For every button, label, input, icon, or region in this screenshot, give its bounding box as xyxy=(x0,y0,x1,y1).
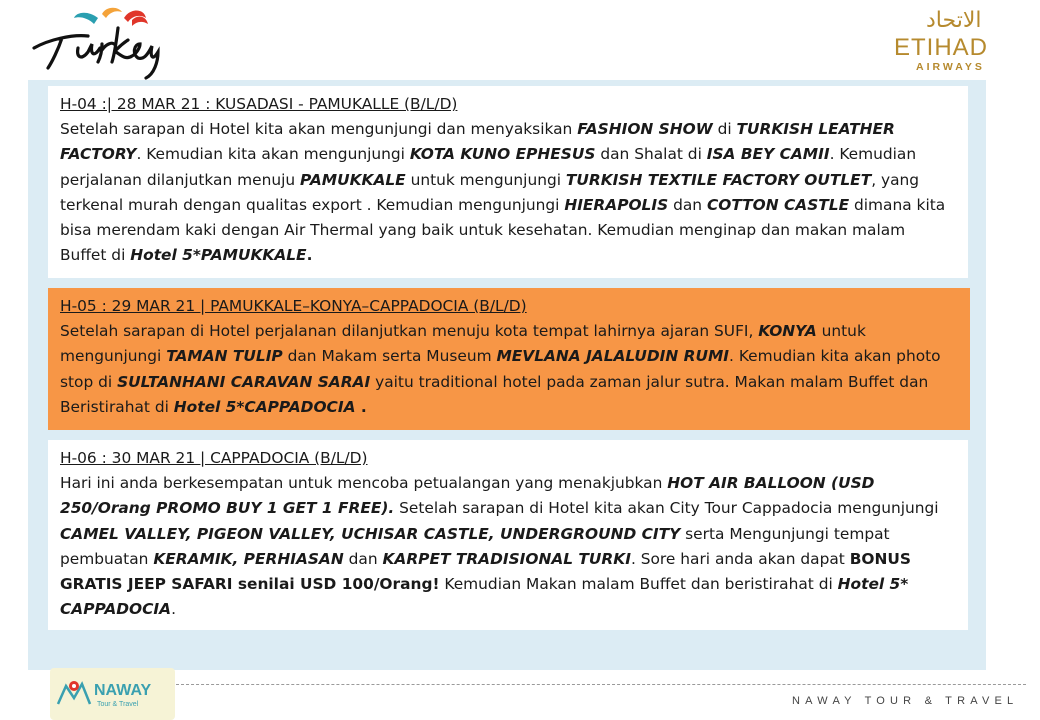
text-span: . Sore hari anda akan dapat xyxy=(630,549,850,568)
text-span: Kemudian Makan malam Buffet dan beristirahat di xyxy=(439,575,838,594)
text-span: . xyxy=(355,397,367,416)
day-h05-box xyxy=(48,288,970,430)
highlight-span: KONYA xyxy=(758,322,817,341)
highlight-span: HIERAPOLIS xyxy=(564,195,669,214)
highlight-span: SULTANHANI CARAVAN SARAI xyxy=(117,372,371,391)
highlight-span: TURKISH TEXTILE FACTORY OUTLET xyxy=(565,170,872,189)
etihad-name: ETIHAD xyxy=(894,34,989,61)
text-span: , yang terkenal murah dengan qualitas export . Kemudian mengunjungi xyxy=(60,170,920,214)
highlight-span: MEVLANA JALALUDIN RUMI xyxy=(496,347,730,366)
text-span: dan Makam serta Museum xyxy=(282,347,497,366)
highlight-span: PAMUKKALE xyxy=(300,170,406,189)
highlight-span: TAMAN TULIP xyxy=(166,347,283,366)
etihad-logo xyxy=(888,8,1018,72)
text-span: Setelah sarapan di Hotel kita akan mengunjungi dan menyaksikan xyxy=(60,120,578,139)
naway-brand: NAWAY xyxy=(94,682,152,699)
text-span: . xyxy=(171,600,176,619)
text-span: . Kemudian perjalanan dilanjutkan menuju xyxy=(60,145,917,189)
day-h05-title: H-05 : 29 MAR 21 | PAMUKKALE–KONYA–CAPPADOCIA (B/L/D) xyxy=(60,297,527,315)
day-h06-description xyxy=(60,471,956,622)
footer-tagline: NAWAY TOUR & TRAVEL xyxy=(792,695,1019,707)
footer-divider xyxy=(176,684,1026,685)
text-span: yaitu traditional hotel pada zaman jalur sutra. Makan malam Buffet dan Beristirahat di xyxy=(60,372,929,416)
highlight-span: KARPET TRADISIONAL TURKI xyxy=(382,549,631,568)
map-pin-icon xyxy=(54,674,94,714)
text-span: dimana kita bisa merendam kaki dengan Air Thermal yang baik untuk kesehatan. Kemudian menginap dan makan malam Buffet di xyxy=(60,195,946,265)
day-h06-box xyxy=(48,440,968,630)
turkey-logo-icon xyxy=(28,4,178,82)
text-span: Setelah sarapan di Hotel kita akan City Tour Cappadocia mengunjungi xyxy=(394,499,939,518)
highlight-span: TURKISH LEATHER FACTORY xyxy=(60,120,895,164)
highlight-span: CAMEL VALLEY, PIGEON VALLEY, UCHISAR CASTLE, UNDERGROUND CITY xyxy=(60,524,681,543)
highlight-span: Hotel 5* CAPPADOCIA xyxy=(60,575,909,619)
highlight-span: KOTA KUNO EPHESUS xyxy=(409,145,596,164)
highlight-span: ISA BEY CAMII xyxy=(706,145,830,164)
bonus-span: BONUS GRATIS JEEP SAFARI senilai USD 100/Orang! xyxy=(60,549,911,594)
highlight-span: HOT AIR BALLOON (USD 250/Orang PROMO BUY 1 GET 1 FREE). xyxy=(60,474,875,518)
naway-logo xyxy=(50,668,175,720)
day-h04-box xyxy=(48,86,968,278)
text-span: Hari ini anda berkesempatan untuk mencoba petualangan yang menakjubkan xyxy=(60,474,668,493)
text-span: Setelah sarapan di Hotel perjalanan dilanjutkan menuju kota tempat lahirnya ajaran SUFI, xyxy=(60,322,759,341)
text-span: di xyxy=(712,120,737,139)
day-h04-title: H-04 :| 28 MAR 21 : KUSADASI - PAMUKALLE (B/L/D) xyxy=(60,95,458,113)
turkey-logo xyxy=(28,4,178,82)
highlight-span: COTTON CASTLE xyxy=(706,195,850,214)
text-span: . Kemudian kita akan mengunjungi xyxy=(136,145,410,164)
highlight-span: Hotel 5*CAPPADOCIA xyxy=(173,397,356,416)
day-h04-description xyxy=(60,117,956,268)
text-span: . Kemudian kita akan photo stop di xyxy=(60,347,941,391)
text-span: serta Mengunjungi tempat pembuatan xyxy=(60,524,890,568)
text-span: untuk mengunjungi xyxy=(60,322,866,366)
highlight-span: FASHION SHOW xyxy=(577,120,713,139)
etihad-sub: AIRWAYS xyxy=(916,61,985,73)
naway-brand-sub: Tour & Travel xyxy=(97,701,139,708)
highlight-span: KERAMIK, PERHIASAN xyxy=(153,549,344,568)
text-span: dan xyxy=(668,195,707,214)
text-span: dan xyxy=(343,549,383,568)
day-h06-title: H-06 : 30 MAR 21 | CAPPADOCIA (B/L/D) xyxy=(60,449,368,467)
text-span: untuk mengunjungi xyxy=(405,170,566,189)
text-span: . xyxy=(306,246,313,265)
day-h05-description xyxy=(60,319,958,420)
highlight-span: Hotel 5*PAMUKKALE xyxy=(130,246,307,265)
etihad-arabic-text: الاتحاد xyxy=(926,8,982,33)
text-span: dan Shalat di xyxy=(595,145,707,164)
